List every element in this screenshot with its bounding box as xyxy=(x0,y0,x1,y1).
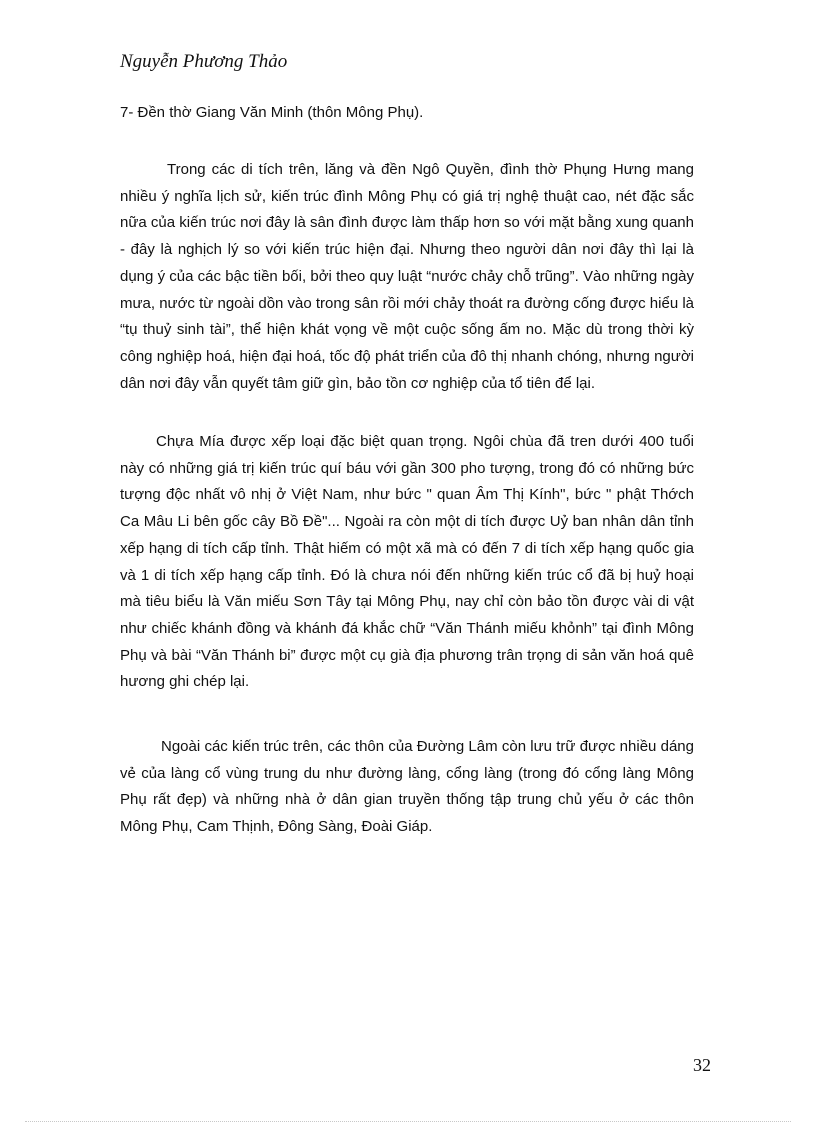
page-bottom-divider xyxy=(25,1121,791,1122)
page-number: 32 xyxy=(693,1055,711,1075)
section-heading: 7- Đền thờ Giang Văn Minh (thôn Mông Phụ). xyxy=(120,104,424,121)
paragraph-2: Chựa Mía được xếp loại đặc biệt quan trọng. Ngôi chùa đã tren dưới 400 tuổi này có những giá trị kiến trúc quí báu với gần 300 pho tượng, trong đó có những bức tượng độc nhất vô nhị ở Việt Nam, như bức " quan Âm Thị Kính", bức " phật Thớch Ca Mâu Li bên gốc cây Bồ Đề"... Ngoài ra còn một di tích được Uỷ ban nhân dân tỉnh xếp hạng di tích cấp tỉnh. Thật hiếm có một xã mà có đến 7 di tích xếp hạng quốc gia và 1 di tích xếp hạng cấp tỉnh. Đó là chưa nói đến những kiến trúc cổ đã bị huỷ hoại mà tiêu biểu là Văn miếu Sơn Tây tại Mông Phụ, nay chỉ còn bảo tồn được vài di vật như chiếc khánh đồng và khánh đá khắc chữ “Văn Thánh miếu khỏnh” tại đình Mông Phụ và bài “Văn Thánh bi” được một cụ già địa phương trân trọng di sản văn hoá quê hương ghi chép lại. xyxy=(120,433,694,691)
paragraph-1: Trong các di tích trên, lăng và đền Ngô Quyền, đình thờ Phụng Hưng mang nhiều ý nghĩa lịch sử, kiến trúc đình Mông Phụ có giá trị nghệ thuật cao, nét đặc sắc nữa của kiến trúc nơi đây là sân đình được làm thấp hơn so với mặt bằng xung quanh - đây là nghịch lý so với kiến trúc hiện đại. Nhưng theo người dân nơi đây thì lại là dụng ý của các bậc tiền bối, bởi theo quy luật “nước chảy chỗ trũng”. Vào những ngày mưa, nước từ ngoài dồn vào trong sân rồi mới chảy thoát ra đường cống được hiểu là “tụ thuỷ sinh tài”, thể hiện khát vọng về một cuộc sống ấm no. Mặc dù trong thời kỳ công nghiệp hoá, hiện đại hoá, tốc độ phát triển của đô thị nhanh chóng, nhưng người dân nơi đây vẫn quyết tâm giữ gìn, bảo tồn cơ nghiệp của tổ tiên để lại. xyxy=(120,161,695,392)
paragraph-3: Ngoài các kiến trúc trên, các thôn của Đường Lâm còn lưu trữ được nhiều dáng vẻ của làng cổ vùng trung du như đường làng, cổng làng (trong đó cổng làng Mông Phụ rất đẹp) và những nhà ở dân gian truyền thống tập trung chủ yếu ở các thôn Mông Phụ, Cam Thịnh, Đông Sàng, Đoài Giáp. xyxy=(120,738,694,836)
author-header: Nguyễn Phương Thảo xyxy=(120,51,288,72)
